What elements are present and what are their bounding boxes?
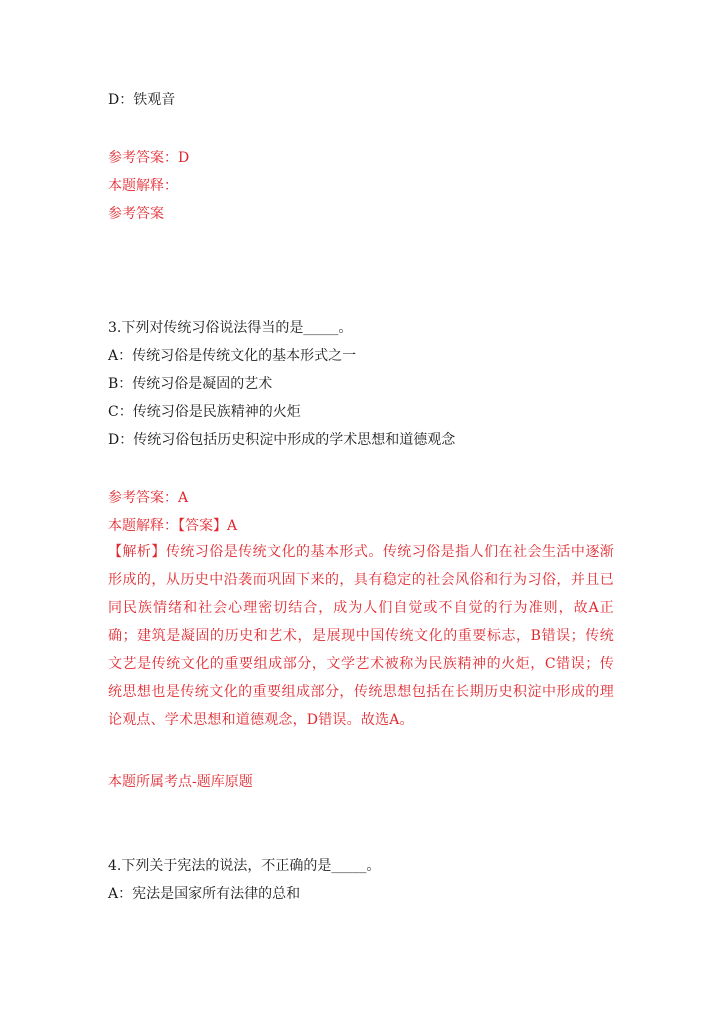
q2-explanation-text: 参考答案 [108, 206, 164, 222]
q4-question: 4.下列关于宪法的说法，不正确的是_____。 [108, 858, 381, 874]
q3-option-c: C：传统习俗是民族精神的火炬 [108, 404, 301, 420]
q3-option-a: A：传统习俗是传统文化的基本形式之一 [108, 348, 357, 364]
q3-explanation-label: 本题解释：【答案】A [108, 518, 238, 534]
q2-answer: 参考答案：D [108, 150, 190, 166]
q3-topic: 本题所属考点-题库原题 [108, 774, 253, 790]
q3-question: 3.下列对传统习俗说法得当的是_____。 [108, 320, 353, 336]
q3-option-b: B：传统习俗是凝固的艺术 [108, 376, 273, 392]
q2-option-d: D：铁观音 [108, 92, 176, 108]
q2-explanation-label: 本题解释： [108, 178, 178, 194]
q3-option-d: D：传统习俗包括历史积淀中形成的学术思想和道德观念 [108, 432, 456, 448]
q3-analysis: 【解析】传统习俗是传统文化的基本形式。传统习俗是指人们在社会生活中逐渐形成的，从历史中沿袭而巩固下来的，具有稳定的社会风俗和行为习俗，并且已同民族情绪和社会心理密切结合，成为人们自觉或不自觉的行为准则，故A正确；建筑是凝固的历史和艺术，是展现中国传统文化的重要标志，B错误；传统文艺是传统文化的重要组成部分，文学艺术被称为民族精神的火炬，C错误；传统思想也是传统文化的重要组成部分，传统思想包括在长期历史积淀中形成的理论观点、学术思想和道德观念，D错误。故选A。 [108, 544, 614, 728]
q3-answer: 参考答案：A [108, 490, 189, 506]
q4-option-a: A：宪法是国家所有法律的总和 [108, 886, 301, 902]
